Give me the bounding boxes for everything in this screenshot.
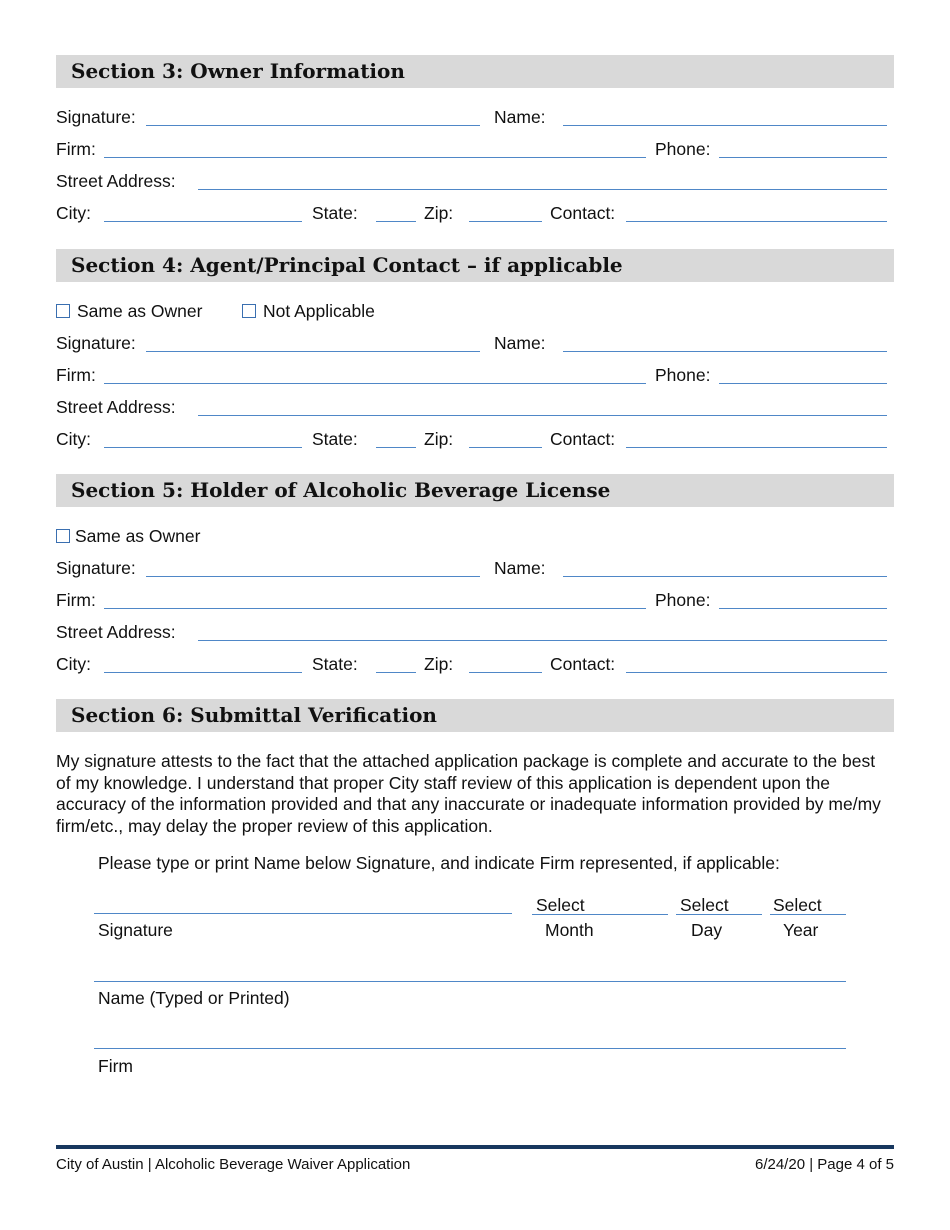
s5-state-field[interactable] [376,672,416,673]
s3-street-row [56,170,894,194]
s5-city-label: City: [56,654,91,674]
s5-city-row [56,653,894,677]
s5-options-row [56,525,894,549]
s4-same-as-owner-label: Same as Owner [77,301,203,321]
s3-firm-label: Firm: [56,139,96,159]
s5-contact-field[interactable] [626,672,887,673]
signature-caption: Signature [98,920,173,940]
s4-contact-field[interactable] [626,447,887,448]
section-6-title: Section 6: Submittal Verification [71,703,437,727]
s4-city-field[interactable] [104,447,302,448]
s4-firm-row [56,364,894,388]
s3-signature-label: Signature: [56,107,136,127]
s4-city-row [56,428,894,452]
s4-street-field[interactable] [198,415,887,416]
s5-name-label: Name: [494,558,546,578]
s3-firm-row [56,138,894,162]
s4-not-applicable-label: Not Applicable [263,301,375,321]
s5-city-field[interactable] [104,672,302,673]
s4-options-row [56,300,894,324]
s4-same-as-owner-checkbox[interactable] [56,300,202,322]
s4-name-field[interactable] [563,351,887,352]
s5-phone-field[interactable] [719,608,887,609]
section-6-header [56,699,894,732]
s5-state-label: State: [312,654,358,674]
s5-signature-label: Signature: [56,558,136,578]
s5-contact-label: Contact: [550,654,616,674]
s3-contact-label: Contact: [550,203,616,223]
s3-zip-field[interactable] [469,221,542,222]
s4-phone-field[interactable] [719,383,887,384]
s4-firm-field[interactable] [104,383,646,384]
year-caption: Year [783,920,819,940]
month-caption: Month [545,920,594,940]
s4-state-label: State: [312,429,358,449]
name-caption: Name (Typed or Printed) [98,988,290,1008]
s4-phone-label: Phone: [655,365,711,385]
checkbox-icon[interactable] [56,304,70,318]
s4-signature-field[interactable] [146,351,480,352]
s5-firm-label: Firm: [56,590,96,610]
s3-state-field[interactable] [376,221,416,222]
month-select[interactable]: Select [532,895,668,915]
s5-same-as-owner-label: Same as Owner [75,526,201,546]
verification-firm-field[interactable] [94,1048,846,1049]
s3-contact-field[interactable] [626,221,887,222]
s4-firm-label: Firm: [56,365,96,385]
section-4-header [56,249,894,282]
s5-firm-row [56,589,894,613]
section-4-title: Section 4: Agent/Principal Contact – if applicable [71,253,623,277]
s4-state-field[interactable] [376,447,416,448]
s4-street-label: Street Address: [56,397,176,417]
s4-street-row [56,396,894,420]
day-select[interactable]: Select [676,895,762,915]
s3-name-label: Name: [494,107,546,127]
s5-signature-field[interactable] [146,576,480,577]
s3-city-row [56,202,894,226]
s5-firm-field[interactable] [104,608,646,609]
footer-document-title: City of Austin | Alcoholic Beverage Waiver Application [56,1156,411,1173]
s4-zip-label: Zip: [424,429,454,449]
s5-phone-label: Phone: [655,590,711,610]
s4-contact-label: Contact: [550,429,616,449]
s3-state-label: State: [312,203,358,223]
checkbox-icon[interactable] [56,529,70,543]
firm-caption: Firm [98,1056,133,1076]
footer-page-info: 6/24/20 | Page 4 of 5 [754,1156,894,1173]
s5-street-label: Street Address: [56,622,176,642]
s3-phone-field[interactable] [719,157,887,158]
section-5-header [56,474,894,507]
s3-zip-label: Zip: [424,203,454,223]
day-caption: Day [691,920,723,940]
s3-name-field[interactable] [563,125,887,126]
section-3-header [56,55,894,88]
s5-same-as-owner-checkbox[interactable] [56,525,200,547]
s3-phone-label: Phone: [655,139,711,159]
section-3-title: Section 3: Owner Information [71,59,405,83]
s5-street-row [56,621,894,645]
s3-firm-field[interactable] [104,157,646,158]
s4-name-label: Name: [494,333,546,353]
s3-city-field[interactable] [104,221,302,222]
s4-not-applicable-checkbox[interactable] [242,300,375,322]
verification-signature-field[interactable] [94,913,512,914]
footer-divider [56,1145,894,1149]
s5-street-field[interactable] [198,640,887,641]
s3-city-label: City: [56,203,91,223]
s3-street-label: Street Address: [56,171,176,191]
s5-zip-label: Zip: [424,654,454,674]
s5-name-field[interactable] [563,576,887,577]
s5-signature-row [56,557,894,581]
s3-signature-field[interactable] [146,125,480,126]
s4-zip-field[interactable] [469,447,542,448]
s3-street-field[interactable] [198,189,887,190]
checkbox-icon[interactable] [242,304,256,318]
s3-signature-row [56,106,894,130]
year-select[interactable]: Select [770,895,846,915]
signature-instruction: Please type or print Name below Signature, and indicate Firm represented, if applicable: [98,853,780,873]
attestation-paragraph: My signature attests to the fact that the attached application package is complete and accurate to the best of my knowledge. I understand that proper City staff review of this application is dependent upon the accuracy of the information provided and that any inaccurate or inadequate information provided by me/my firm/etc., may delay the proper review of this application. [56,751,881,836]
s4-signature-label: Signature: [56,333,136,353]
s4-city-label: City: [56,429,91,449]
s4-signature-row [56,332,894,356]
section-5-title: Section 5: Holder of Alcoholic Beverage License [71,478,611,502]
s5-zip-field[interactable] [469,672,542,673]
verification-name-field[interactable] [94,981,846,982]
